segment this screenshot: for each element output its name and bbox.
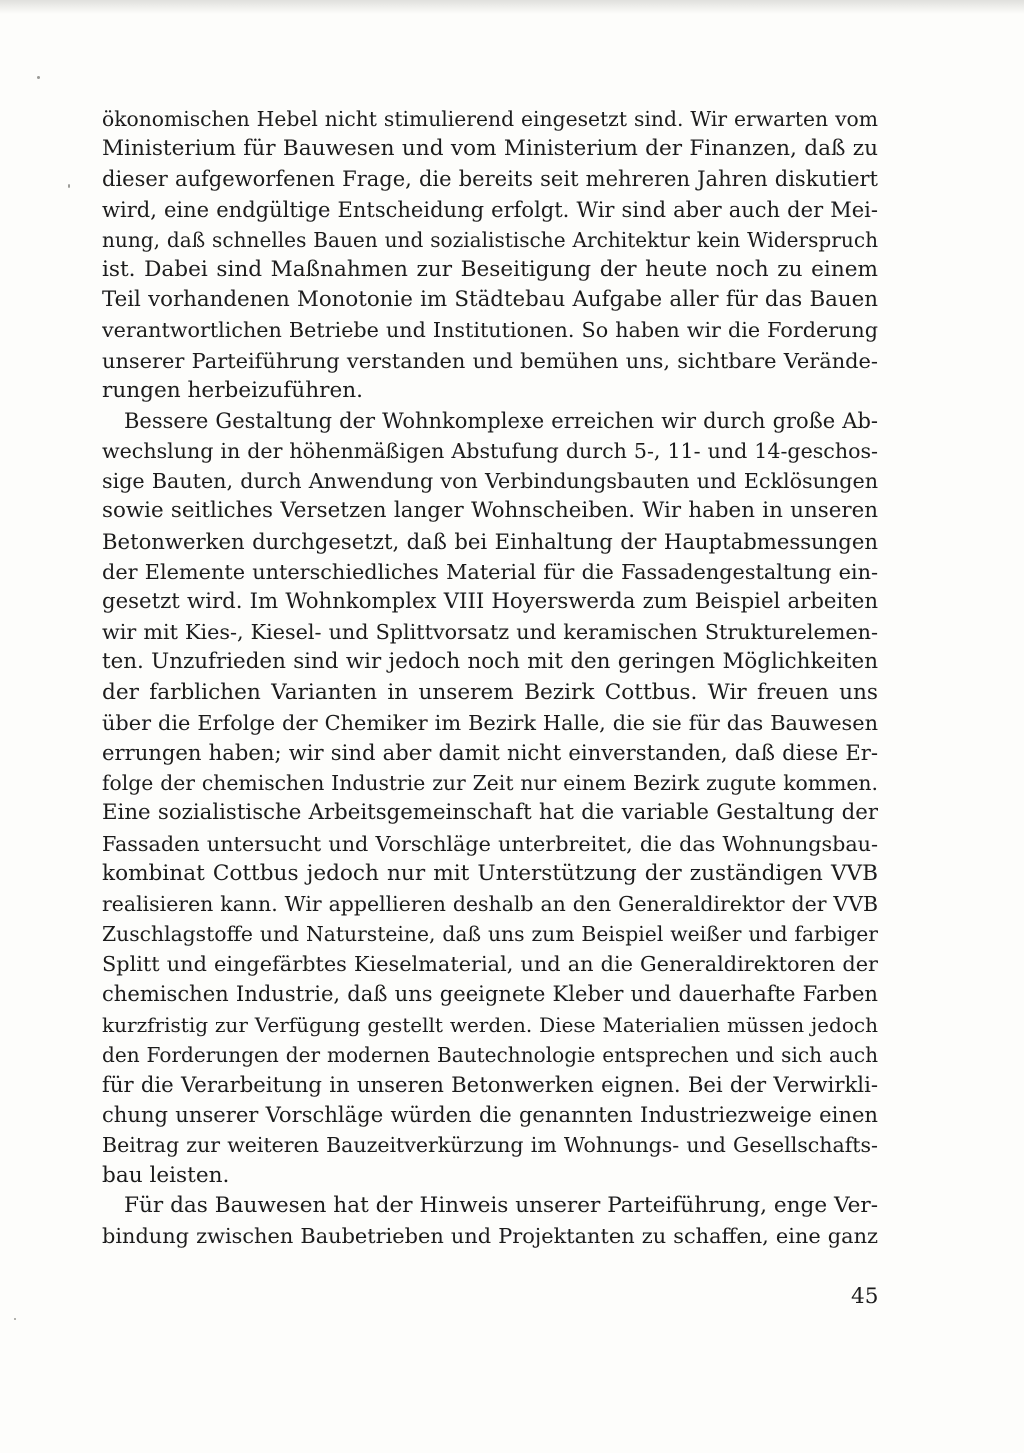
text-line: folge der chemischen Industrie zur Zeit nur einem Bezirk zugute kommen. — [102, 771, 878, 796]
text-line: gesetzt wird. Im Wohnkomplex VIII Hoyerswerda zum Beispiel arbeiten — [102, 589, 878, 614]
text-line: wechslung in der höhenmäßigen Abstufung durch 5-, 11- und 14-geschos- — [102, 439, 878, 464]
text-line: nung, daß schnelles Bauen und sozialistische Architektur kein Widerspruch — [102, 227, 878, 252]
text-line: wir mit Kies-, Kiesel- und Splittvorsatz und keramischen Strukturelemen- — [102, 620, 878, 645]
text-line: für die Verarbeitung in unseren Betonwerken eignen. Bei der Verwirkli- — [102, 1072, 878, 1097]
text-line: ökonomischen Hebel nicht stimulierend eingesetzt sind. Wir erwarten vom — [102, 107, 878, 131]
text-line: der farblichen Varianten in unserem Bezirk Cottbus. Wir freuen uns — [102, 679, 878, 705]
paragraph — [102, 406, 878, 1191]
text-line: Für das Bauwesen hat der Hinweis unserer Parteiführung, enge Ver- — [124, 1192, 878, 1218]
text-line: wird, eine endgültige Entscheidung erfolgt. Wir sind aber auch der Mei- — [102, 196, 878, 222]
text-line: dieser aufgeworfenen Frage, die bereits seit mehreren Jahren diskutiert — [102, 167, 878, 192]
text-line: Eine sozialistische Arbeitsgemeinschaft hat die variable Gestaltung der — [102, 800, 878, 826]
scan-speck — [14, 1318, 16, 1320]
paragraph — [102, 104, 878, 406]
text-line: sowie seitliches Versetzen langer Wohnscheiben. Wir haben in unseren — [102, 498, 878, 524]
text-line: unserer Parteiführung verstanden und bemühen uns, sichtbare Verände- — [102, 348, 878, 373]
text-line: Betonwerken durchgesetzt, daß bei Einhaltung der Hauptabmessungen — [102, 528, 878, 554]
text-line: errungen haben; wir sind aber damit nicht einverstanden, daß diese Er- — [102, 739, 878, 765]
scan-edge-shading — [0, 0, 1024, 14]
text-line: realisieren kann. Wir appellieren deshalb an den Generaldirektor der VVB — [102, 891, 878, 916]
text-line: kurzfristig zur Verfügung gestellt werden. Diese Materialien müssen jedoch — [102, 1012, 878, 1037]
text-line: Bessere Gestaltung der Wohnkomplexe erreichen wir durch große Ab- — [124, 408, 878, 433]
text-line: ist. Dabei sind Maßnahmen zur Beseitigung der heute noch zu einem — [102, 256, 878, 282]
text-line: Zuschlagstoffe und Natursteine, daß uns zum Beispiel weißer und farbiger — [102, 922, 878, 947]
text-line: chemischen Industrie, daß uns geeignete Kleber und dauerhafte Farben — [102, 981, 878, 1007]
scan-speck — [37, 76, 40, 79]
page-number: 45 — [851, 1284, 879, 1309]
text-line: der Elemente unterschiedliches Material für die Fassadengestaltung ein- — [102, 559, 878, 584]
text-line: Splitt und eingefärbtes Kieselmaterial, und an die Generaldirektoren der — [102, 952, 878, 977]
text-line: bindung zwischen Baubetrieben und Projektanten zu schaffen, eine ganz — [102, 1223, 878, 1248]
text-line: über die Erfolge der Chemiker im Bezirk Halle, die sie für das Bauwesen — [102, 710, 878, 735]
text-line: Teil vorhandenen Monotonie im Städtebau Aufgabe aller für das Bauen — [102, 287, 878, 313]
text-line: den Forderungen der modernen Bautechnologie entsprechen und sich auch — [102, 1042, 878, 1067]
text-line: Beitrag zur weiteren Bauzeitverkürzung im Wohnungs- und Gesellschafts- — [102, 1133, 878, 1158]
text-line: chung unserer Vorschläge würden die genannten Industriezweige einen — [102, 1102, 878, 1128]
body-text — [102, 104, 878, 1251]
text-line: bau leisten. — [102, 1162, 230, 1188]
text-line: rungen herbeizuführen. — [102, 377, 363, 403]
paragraph — [102, 1191, 878, 1251]
text-line: sige Bauten, durch Anwendung von Verbindungsbauten und Ecklösungen — [102, 469, 878, 494]
text-line: ten. Unzufrieden sind wir jedoch noch mit den geringen Möglichkeiten — [102, 649, 878, 675]
text-line: kombinat Cottbus jedoch nur mit Unterstützung der zuständigen VVB — [102, 860, 878, 886]
text-line: verantwortlichen Betriebe und Institutionen. So haben wir die Forderung — [102, 318, 878, 343]
scan-speck — [68, 184, 70, 188]
text-line: Fassaden untersucht und Vorschläge unterbreitet, die das Wohnungsbau- — [102, 831, 878, 856]
text-line: Ministerium für Bauwesen und vom Ministerium der Finanzen, daß zu — [102, 136, 878, 162]
